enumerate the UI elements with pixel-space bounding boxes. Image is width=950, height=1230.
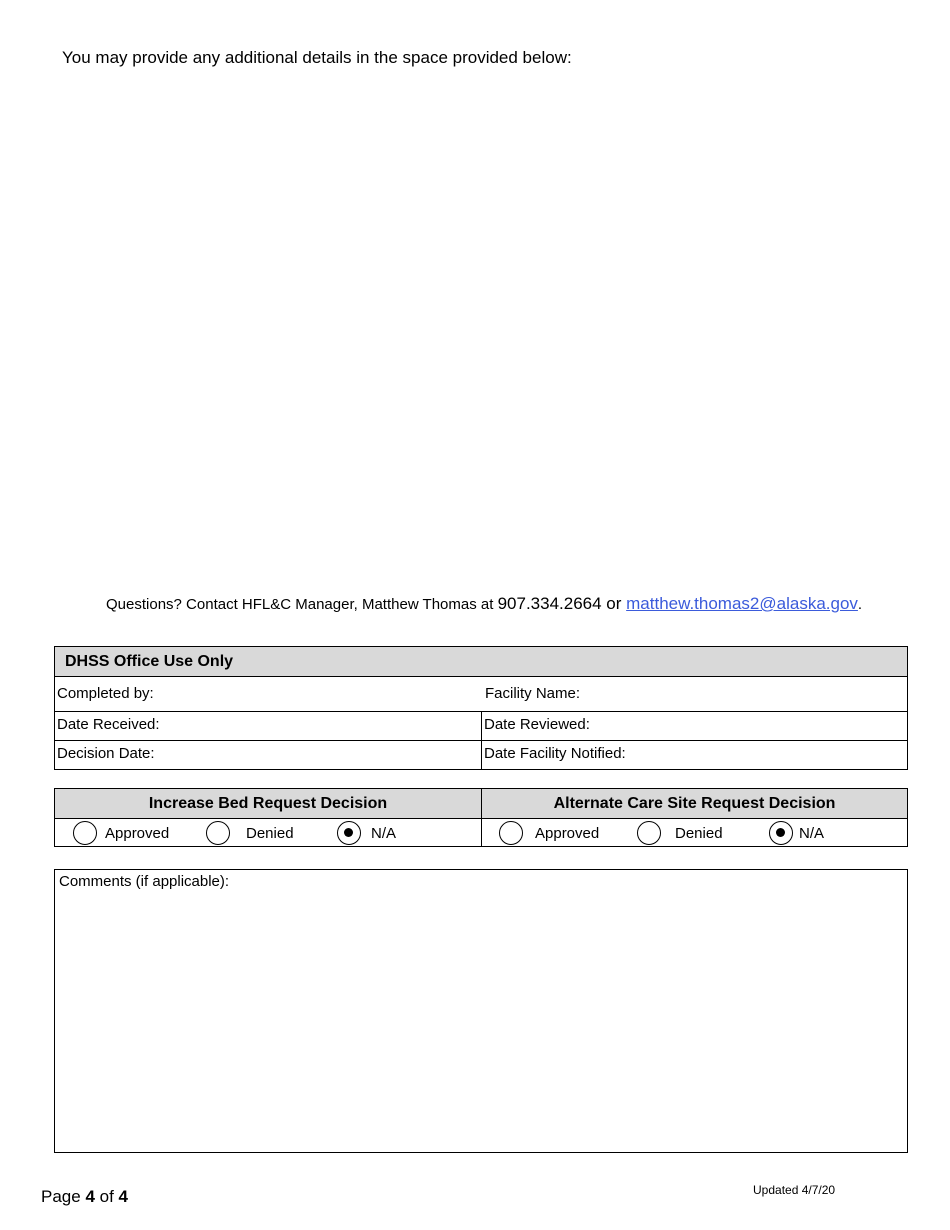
comments-box[interactable]	[54, 869, 908, 1153]
radio-button-selected[interactable]	[337, 821, 361, 845]
contact-line	[106, 594, 862, 614]
office-use-title: DHSS Office Use Only	[55, 647, 907, 677]
office-row-1	[55, 677, 907, 712]
radio-button[interactable]	[206, 821, 230, 845]
alternate-care-title: Alternate Care Site Request Decision	[482, 789, 907, 819]
option-label: Denied	[246, 824, 294, 842]
office-use-table	[54, 646, 908, 770]
option-label: Approved	[535, 824, 600, 842]
increase-bed-title: Increase Bed Request Decision	[55, 789, 481, 819]
option-label: N/A	[799, 824, 825, 842]
decision-table	[54, 788, 908, 847]
increase-bed-decision	[55, 789, 481, 846]
radio-button-selected[interactable]	[769, 821, 793, 845]
option-label: N/A	[371, 824, 397, 842]
intro-text: You may provide any additional details in the space provided below:	[62, 48, 572, 67]
page-label: Page	[41, 1187, 86, 1206]
contact-suffix: .	[857, 596, 863, 613]
contact-email-link[interactable]: matthew.thomas2@alaska.gov	[626, 594, 858, 613]
increase-bed-na-option[interactable]	[337, 819, 396, 847]
page-total: 4	[118, 1187, 128, 1206]
completed-by-field[interactable]: Completed by:	[57, 685, 154, 702]
radio-button[interactable]	[73, 821, 97, 845]
alternate-care-options	[482, 819, 907, 847]
date-reviewed-field[interactable]: Date Reviewed:	[481, 712, 907, 740]
updated-date: Updated 4/7/20	[753, 1183, 836, 1197]
date-received-field[interactable]: Date Received:	[57, 716, 160, 733]
increase-bed-approved-option[interactable]	[73, 819, 169, 847]
alternate-care-decision	[481, 789, 907, 846]
contact-phone: 907.334.2664	[497, 594, 602, 613]
facility-name-field[interactable]: Facility Name:	[485, 685, 581, 702]
comments-label: Comments (if applicable):	[59, 873, 230, 890]
alternate-care-denied-option[interactable]	[637, 819, 723, 847]
contact-or: or	[601, 594, 627, 613]
radio-button[interactable]	[499, 821, 523, 845]
date-facility-notified-field[interactable]: Date Facility Notified:	[481, 741, 907, 769]
office-row-3	[55, 741, 907, 769]
increase-bed-denied-option[interactable]	[206, 819, 294, 847]
page-number	[41, 1187, 128, 1207]
contact-prefix: Questions? Contact HFL&C Manager, Matthew Thomas at	[106, 596, 498, 613]
alternate-care-approved-option[interactable]	[499, 819, 599, 847]
radio-button[interactable]	[637, 821, 661, 845]
alternate-care-na-option[interactable]	[769, 819, 824, 847]
office-row-2	[55, 712, 907, 741]
increase-bed-options	[55, 819, 481, 847]
option-label: Approved	[105, 824, 170, 842]
decision-date-field[interactable]: Decision Date:	[57, 745, 155, 762]
page-of: of	[94, 1187, 119, 1206]
option-label: Denied	[675, 824, 723, 842]
page-current: 4	[85, 1187, 95, 1206]
